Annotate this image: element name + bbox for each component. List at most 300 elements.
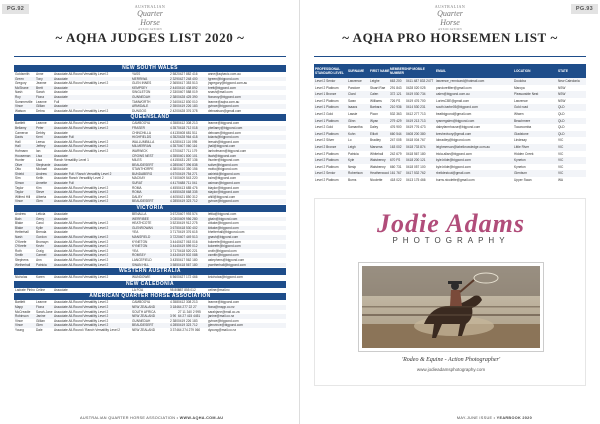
table-row bbox=[314, 131, 586, 138]
judge-phone: 0412 308 213 bbox=[178, 300, 198, 305]
pro-level: Level 1 Bronze bbox=[315, 92, 337, 97]
pro-horsemen-table bbox=[314, 64, 586, 184]
judge-postcode: 4 358 bbox=[170, 121, 178, 126]
judge-town: TAMWORTH bbox=[132, 99, 151, 104]
judge-town: CROWS NEST bbox=[132, 153, 154, 158]
ad-website-link[interactable]: www.jodieadamsphotography.com bbox=[416, 367, 486, 372]
judge-surname: Ladrate Pinho bbox=[15, 287, 35, 292]
pro-state: NSW bbox=[558, 92, 566, 97]
pro-location: Lawrence bbox=[514, 98, 528, 103]
judge-level: Associate All-Round Versatility Level 2 bbox=[54, 121, 109, 126]
judge-email[interactable]: debcam@bigpond.com bbox=[208, 130, 241, 135]
table-row bbox=[14, 109, 286, 114]
judge-surname: Summerville bbox=[15, 99, 33, 104]
pro-location: Glenburn bbox=[514, 171, 528, 176]
judge-surname: Robinson bbox=[15, 314, 29, 319]
pro-first-name: Williams bbox=[370, 98, 382, 103]
pro-membership: 663 200 bbox=[390, 79, 402, 83]
table-row bbox=[14, 263, 286, 268]
judge-phone: 0428 425 390 bbox=[178, 94, 198, 99]
judge-email[interactable]: cblake@bigpond.com bbox=[208, 221, 239, 226]
pro-mobile: 0418 733 874 bbox=[406, 144, 426, 149]
header-first-name: FIRST NAME bbox=[370, 69, 390, 73]
judge-email[interactable]: pbellamy@bigpond.com bbox=[208, 125, 243, 130]
table-row bbox=[314, 118, 586, 125]
judge-level: Associate All-Round Versatility Level 2 bbox=[54, 318, 109, 323]
pro-mobile: 0418 200 121 bbox=[406, 158, 426, 163]
judge-email[interactable]: anne@aqhavic.com.au bbox=[208, 72, 241, 76]
pro-surname: Lawrence bbox=[348, 79, 362, 83]
judge-postcode: 3 184 bbox=[170, 304, 178, 309]
judge-level: Associate bbox=[54, 167, 68, 172]
photography-advertisement[interactable] bbox=[314, 198, 586, 386]
judge-town: SURAT bbox=[132, 181, 143, 186]
section-header: WESTERN AUSTRALIA bbox=[14, 268, 286, 275]
judge-surname: O'Keefe bbox=[15, 244, 27, 249]
judge-surname: Blake bbox=[15, 221, 23, 226]
judge-phone: 0428 376 378 bbox=[178, 108, 198, 113]
judge-postcode: 2 365 bbox=[170, 81, 178, 86]
judge-email[interactable]: debwatson@gmail.com bbox=[208, 108, 242, 113]
judge-first-name: Carmel bbox=[36, 253, 47, 258]
pro-level: Level 1 Platinum bbox=[315, 105, 339, 110]
judge-town: NEW ZEALAND bbox=[132, 327, 156, 332]
pro-email[interactable]: kreshedvory@gmail.com bbox=[436, 131, 472, 136]
pro-email[interactable]: rbelidestout@gmail.com bbox=[436, 171, 471, 176]
pro-surname: Robertson bbox=[348, 171, 363, 176]
pro-location: Hidden Creek bbox=[514, 151, 534, 156]
judge-phone: 0428 964 418 bbox=[178, 135, 198, 140]
judge-town: SOUTH AFRICA bbox=[132, 309, 156, 314]
judge-level: Associate bbox=[54, 90, 68, 95]
table-body bbox=[314, 78, 586, 184]
judge-group bbox=[14, 288, 286, 293]
judge-surname: Bartlett bbox=[15, 300, 26, 305]
table-row bbox=[314, 177, 586, 184]
pro-email[interactable]: daleyfarmhouse@bigpond.com bbox=[436, 125, 481, 130]
pro-state: WA bbox=[558, 177, 564, 182]
pro-first-name: Walsbenny bbox=[370, 164, 386, 169]
judge-phone: 0488 711 041 bbox=[178, 181, 198, 186]
pro-mobile: 0408 200 380 bbox=[406, 131, 426, 136]
section-header: AMERICAN QUARTER HORSE ASSOCIATION bbox=[14, 293, 286, 300]
pro-mobile: 0418 567 180 bbox=[406, 151, 426, 156]
section-header: VICTORIA bbox=[14, 205, 286, 212]
pro-state: VIC bbox=[558, 158, 564, 163]
pro-email[interactable]: kyle.bilde@bigpond.com bbox=[436, 164, 471, 169]
judge-first-name: Sarah-Jane bbox=[36, 309, 53, 314]
judge-phone: 0409 956 280 bbox=[178, 216, 198, 221]
judge-phone: 0410 350 156 bbox=[178, 167, 198, 172]
judge-email[interactable]: leesah@bigpond.com bbox=[208, 139, 239, 144]
pro-email[interactable]: lobradley@bigpond.com bbox=[436, 138, 471, 143]
judge-level: Associate bbox=[54, 162, 68, 167]
pro-first-name: Elliott bbox=[370, 131, 378, 136]
judge-phone: 64 27 415 4451 bbox=[178, 314, 201, 319]
judge-email[interactable]: asimon@bigpond.com bbox=[208, 181, 240, 186]
pro-surname: Lassie bbox=[348, 111, 358, 116]
judge-first-name: Sarah bbox=[36, 90, 45, 95]
judge-town: GUNNEDAH bbox=[132, 318, 151, 323]
judge-postcode: 2 380 bbox=[170, 94, 178, 99]
judge-group bbox=[14, 121, 286, 204]
judge-phone: 0417 562 180 bbox=[178, 257, 198, 262]
judge-phone: 0419 323 712 bbox=[178, 323, 198, 328]
pro-first-name: Whitehall bbox=[370, 151, 384, 156]
pro-level: Level 2 Platinum bbox=[315, 151, 339, 156]
pro-email[interactable]: leighmerson@labelknowledge.com.au bbox=[436, 144, 490, 149]
pro-surname: Samantha bbox=[348, 125, 363, 130]
pro-mobile: 0418 057 100 bbox=[406, 164, 426, 169]
judge-email[interactable]: gvince@bigpond.com bbox=[208, 318, 239, 323]
judge-level: Associate All-Round Versatility Level 2 bbox=[54, 253, 109, 258]
judge-phone: 0419 912 275 bbox=[178, 221, 198, 226]
pro-state: VIC bbox=[558, 138, 564, 143]
pro-email[interactable]: tricia.allan@bigpond.com bbox=[436, 151, 472, 156]
judge-surname: Taylor bbox=[15, 190, 24, 195]
judge-email[interactable]: bokeefe@bigpond.com bbox=[208, 239, 241, 244]
judge-first-name: Leanne bbox=[36, 99, 47, 104]
judge-email[interactable]: brett@bigpond.com bbox=[208, 85, 236, 90]
judge-phone: 0419 226 183 bbox=[178, 318, 198, 323]
judge-email[interactable]: gvince@bigpond.com bbox=[208, 199, 239, 204]
judge-level: Associate Full / Ranch Versatility Level 2 bbox=[54, 171, 112, 176]
pro-surname: Swan bbox=[348, 98, 356, 103]
pro-location: Little River bbox=[514, 144, 530, 149]
judge-level: Associate All-Round Versatility Level 2 bbox=[54, 257, 109, 262]
judge-phone: 0419 323 712 bbox=[178, 199, 198, 204]
judge-surname: Hofmann bbox=[15, 148, 28, 153]
judge-town: MERRIWA bbox=[132, 76, 148, 81]
table-row bbox=[14, 275, 286, 280]
judge-town: DUNGOG bbox=[132, 108, 147, 113]
judge-phone: 0419 754 271 bbox=[178, 171, 198, 176]
pro-membership: 726 FS bbox=[390, 98, 401, 103]
table-row bbox=[314, 111, 586, 118]
judge-phone: 64 277 22 27 bbox=[178, 304, 197, 309]
judge-postcode: 3 717 bbox=[170, 230, 178, 235]
judge-first-name: Karen bbox=[36, 275, 45, 280]
judge-postcode: 2 420 bbox=[170, 108, 178, 113]
pro-email[interactable]: lawrence_rennicard@hotmail.com bbox=[436, 79, 485, 83]
footer-issue: YEARBOOK 2020 bbox=[496, 416, 532, 420]
pro-email[interactable]: kyle.bilde@bigpond.com bbox=[436, 158, 471, 163]
judge-phone: 0407 060 116 bbox=[178, 144, 198, 149]
judge-email[interactable]: janine@mail.co.nz bbox=[208, 314, 235, 319]
pro-state: NSW bbox=[558, 98, 566, 103]
judge-surname: Nash bbox=[15, 235, 23, 239]
judge-postcode: 4 405 bbox=[170, 194, 178, 199]
judge-level: Associate Ranch Versatility Level 2 bbox=[54, 176, 104, 181]
judge-surname: Otto bbox=[15, 167, 22, 172]
pro-email[interactable]: beatbigpond@gmail.com bbox=[436, 111, 472, 116]
judge-email[interactable]: fiona@mapp.co.nz bbox=[208, 304, 235, 309]
judge-level: Associate All-Round Versatility Level 2 bbox=[54, 304, 109, 309]
judge-first-name: Gillian bbox=[36, 104, 45, 109]
pro-level: Level 2 Senior bbox=[315, 171, 336, 176]
pro-membership: 210 936 bbox=[390, 105, 402, 110]
judge-email[interactable]: lettia@bigpond.com bbox=[208, 212, 237, 217]
footer-url[interactable]: WWW.AQHA.COM.AU bbox=[179, 416, 224, 420]
judge-surname: Stephens bbox=[15, 257, 29, 262]
judge-phone: 0418 530 402 bbox=[178, 225, 198, 230]
judge-email[interactable]: sarahjane@mail.co.za bbox=[208, 309, 240, 314]
pro-level: Level 2 Gold bbox=[315, 125, 333, 130]
judge-email[interactable]: ktaylor@bigpond.com bbox=[208, 185, 239, 190]
judge-postcode: 2 330 bbox=[170, 90, 178, 95]
judge-surname: McShane bbox=[15, 85, 29, 90]
judge-town: HIGHFIELDS bbox=[132, 135, 152, 140]
judge-email[interactable]: kblake@bigpond.com bbox=[208, 225, 239, 230]
judge-surname: Houseman bbox=[15, 153, 31, 158]
pro-state: QLD bbox=[558, 111, 565, 116]
pro-surname: Kuhn bbox=[348, 131, 356, 136]
judge-first-name: Leanne bbox=[36, 300, 47, 305]
judge-postcode: 3 434 bbox=[170, 253, 178, 258]
judge-level: Associate Full bbox=[54, 135, 74, 140]
judge-surname: Young bbox=[15, 327, 24, 332]
judge-email[interactable]: gvince@bigpond.com bbox=[208, 104, 239, 109]
logo-line-top: AUSTRALIAN bbox=[134, 4, 166, 9]
judge-first-name: Ann bbox=[36, 257, 42, 262]
judge-town: KYNETON bbox=[132, 239, 148, 244]
table-row bbox=[314, 157, 586, 164]
judge-postcode: 3 585 bbox=[170, 262, 178, 267]
pro-horsemen-page bbox=[300, 0, 600, 424]
judge-email[interactable]: snash@mail.com bbox=[208, 90, 233, 95]
judge-town: MILMERRAN bbox=[132, 144, 152, 149]
aqha-logo bbox=[130, 2, 170, 31]
pro-first-name: Daley bbox=[370, 125, 379, 130]
judge-first-name: Jeffrey bbox=[36, 144, 46, 149]
pro-email[interactable]: calen@bigpond.com.au bbox=[436, 92, 470, 97]
judge-postcode: 6 560 bbox=[170, 275, 178, 280]
pro-membership: 418 022 bbox=[390, 177, 402, 182]
judge-phone: 0418 567 180 bbox=[178, 262, 198, 267]
judge-email[interactable]: bhetterhall@bigpond.com bbox=[208, 230, 245, 235]
judge-level: Associate All-Round Versatility Level 2 bbox=[54, 199, 109, 204]
table-row bbox=[314, 78, 586, 85]
judge-postcode: 3 717 bbox=[170, 248, 178, 253]
judge-level: Associate bbox=[54, 212, 68, 217]
judge-first-name: Brett bbox=[36, 85, 43, 90]
rodeo-photo-image bbox=[362, 266, 540, 348]
judge-email[interactable]: knicholas@bigpond.com bbox=[208, 275, 243, 280]
pro-mobile: 0414 530 231 bbox=[406, 105, 426, 110]
judge-phone: 0409 543 220 bbox=[178, 176, 198, 181]
page-footer bbox=[80, 416, 223, 420]
judge-level: Associate All-Round Versatility Level 2 bbox=[54, 185, 109, 190]
judge-first-name: Glen bbox=[36, 199, 43, 204]
table-row bbox=[14, 199, 286, 204]
judge-phone: 0401 800 101 bbox=[178, 153, 198, 158]
judge-email[interactable]: astephens@bigpond.com bbox=[208, 257, 245, 262]
pro-mobile: 0413 175 466 bbox=[406, 177, 426, 182]
header-surname: SURNAME bbox=[348, 69, 365, 73]
pro-mobile: 0419 030 734 bbox=[406, 92, 426, 97]
pro-surname: Pandore bbox=[348, 85, 361, 90]
judge-town: WARWICK bbox=[132, 148, 148, 153]
judge-email[interactable]: jngregory@bigpond.com.au bbox=[208, 81, 248, 86]
pro-level: Level 2 Platinum bbox=[315, 85, 339, 90]
judge-email[interactable]: staylor@bigpond.com bbox=[208, 190, 239, 195]
table-row bbox=[314, 151, 586, 158]
judge-level: Ranch Versatility Level 1 bbox=[54, 158, 89, 163]
judge-email[interactable]: kokeefe@bigpond.com bbox=[208, 244, 241, 249]
pro-email[interactable]: pandorefilter@gmail.com bbox=[436, 85, 472, 90]
judge-first-name: Patricia bbox=[36, 262, 47, 267]
judge-email[interactable]: pwetherhall@bigpond.com bbox=[208, 262, 246, 267]
judge-phone: 0407 449 513 bbox=[178, 235, 198, 239]
judge-email[interactable]: fionaroy@bigpond.com bbox=[208, 94, 241, 99]
pro-surname: Clard bbox=[348, 92, 356, 97]
pro-email[interactable]: burns.nicolette@gmail.com bbox=[436, 177, 475, 182]
pro-location: Wiwen bbox=[514, 111, 524, 116]
judge-email[interactable]: ahill@bigpond.com bbox=[208, 194, 236, 199]
judge-email[interactable]: croth@bigpond.com bbox=[208, 248, 237, 253]
judge-surname: Wilfred Hill bbox=[15, 194, 31, 199]
judge-surname: Watson bbox=[15, 108, 26, 113]
judge-postcode: 4 285 bbox=[170, 323, 178, 328]
pro-location: Upper Swan bbox=[514, 177, 532, 182]
section-header: QUEENSLAND bbox=[14, 114, 286, 121]
judge-phone: 0417 353 513 bbox=[178, 81, 198, 86]
pro-state: NSW bbox=[558, 85, 566, 90]
pro-mobile: 0419 476 700 bbox=[406, 98, 426, 103]
pro-location: Beachmere bbox=[514, 118, 531, 123]
judge-email[interactable]: gnash@bigpond.com bbox=[208, 235, 239, 239]
pro-first-name: Calen bbox=[370, 92, 379, 97]
judge-town: YASS bbox=[132, 72, 141, 76]
judge-email[interactable]: ksim@bigpond.com bbox=[208, 176, 237, 181]
judge-phone: 0427 172 466 bbox=[178, 275, 198, 280]
judge-level: Associate All-Round Versatility Level 2 bbox=[54, 221, 109, 226]
judge-email[interactable]: leanne@aqha.com.au bbox=[208, 99, 240, 104]
pro-state: QLD bbox=[558, 125, 565, 130]
pro-state: QLD bbox=[558, 118, 565, 123]
judge-town: BEAUDESERT bbox=[132, 323, 154, 328]
judge-level: Associate All-Round Versatility Level 2 bbox=[54, 72, 109, 76]
pro-email[interactable]: LoriesCBE@gmail.com bbox=[436, 98, 469, 103]
judge-surname: Andrew bbox=[15, 212, 26, 217]
logo-line-mid: Quarter Horse bbox=[437, 9, 463, 27]
judge-postcode: 2 380 bbox=[170, 318, 178, 323]
judge-email[interactable]: kdavis@bigpond.com bbox=[208, 135, 239, 140]
judge-email[interactable]: glenvince@bigpond.com bbox=[208, 323, 243, 328]
judge-postcode: 4 285 bbox=[170, 199, 178, 204]
judge-email[interactable]: dyoung@mail.co.nz bbox=[208, 327, 237, 332]
pro-level: Level 2 Platinum bbox=[315, 158, 339, 163]
pro-membership: 242 679 bbox=[390, 151, 402, 156]
judge-town: KYNETON bbox=[132, 244, 148, 249]
judge-email[interactable]: lisah@bigpond.com bbox=[208, 153, 237, 158]
judge-level: Associate bbox=[54, 94, 68, 99]
judge-phone: 0408 681 511 bbox=[178, 130, 198, 135]
judge-email[interactable]: ashield@bigpond.com bbox=[208, 171, 240, 176]
judge-email[interactable]: motto@bigpond.com bbox=[208, 167, 238, 172]
judge-first-name: Leesa bbox=[36, 139, 45, 144]
header-location: LOCATION bbox=[514, 69, 531, 73]
judge-postcode: 2 582 bbox=[170, 72, 178, 76]
judge-email[interactable]: celine@mail.nc bbox=[208, 287, 230, 292]
judge-first-name: Lisa bbox=[36, 153, 42, 158]
judge-level: Associate All-Round Versatility Level 2 bbox=[54, 225, 109, 230]
judge-email[interactable]: ianhofmann@bigpond.com bbox=[208, 148, 247, 153]
judge-first-name: Glen bbox=[36, 323, 43, 328]
judge-postcode: 4 455 bbox=[170, 185, 178, 190]
judge-town: NEW ZEALAND bbox=[132, 314, 156, 319]
judge-town: MILES bbox=[132, 158, 142, 163]
pro-mobile: 0428 020 025 bbox=[406, 85, 426, 90]
pro-mobile: 0418 004 767 bbox=[406, 138, 426, 143]
judge-group bbox=[14, 300, 286, 332]
judge-surname: McCreadie bbox=[15, 309, 31, 314]
judge-phone: 0419 226 183 bbox=[178, 104, 198, 109]
judge-level: Associate All-Round Versatility Level 2 bbox=[54, 323, 109, 328]
judge-level: Associate All-Round Versatility Level 2 bbox=[54, 190, 109, 195]
pro-mobile: 0419 776 473 bbox=[406, 125, 426, 130]
judge-email[interactable]: tgreen@bigpond.com bbox=[208, 76, 239, 81]
judge-email[interactable]: leanne@bigpond.com bbox=[208, 121, 240, 126]
judge-surname: Olive bbox=[15, 162, 23, 167]
pro-state: New Caledonia bbox=[558, 79, 580, 83]
judge-surname: Sim bbox=[15, 176, 21, 181]
judge-email[interactable]: lhunter@bigpond.com bbox=[208, 158, 240, 163]
logo-line-top: AUSTRALIAN bbox=[434, 4, 466, 9]
judge-level: Associate bbox=[54, 216, 68, 221]
judge-town: ROMA bbox=[132, 190, 142, 195]
pro-location: Toowoomba bbox=[514, 125, 532, 130]
judge-surname: Davis bbox=[15, 135, 23, 140]
judge-level: Associate bbox=[54, 230, 68, 235]
judge-email[interactable]: csmith@bigpond.com bbox=[208, 253, 239, 258]
judge-email[interactable]: gbain@bigpond.com bbox=[208, 216, 238, 221]
judge-postcode: 98 800 bbox=[170, 287, 180, 292]
ad-brand-name: Jodie Adams bbox=[377, 209, 525, 238]
judge-level: Associate bbox=[54, 130, 68, 135]
judge-postcode: 4 352 bbox=[170, 135, 178, 140]
judge-surname: Nash bbox=[15, 90, 23, 95]
pro-surname: Burns bbox=[348, 177, 357, 182]
judge-surname: Roy bbox=[15, 94, 21, 99]
judge-phone: 0418 520 221 bbox=[178, 248, 198, 253]
judge-first-name: Leticia bbox=[36, 212, 46, 217]
pro-location: Lindesay bbox=[514, 138, 527, 143]
judge-first-name: Kevin bbox=[36, 244, 44, 249]
judge-group bbox=[14, 212, 286, 267]
judge-email[interactable]: solive@bigpond.com bbox=[208, 162, 238, 167]
judge-town: WERRIBEE bbox=[132, 216, 150, 221]
pro-email[interactable]: ryanergalen@bigpond.com bbox=[436, 118, 475, 123]
judge-first-name: Kerri bbox=[36, 135, 43, 140]
judge-town: YEA bbox=[132, 248, 139, 253]
judge-first-name: Gillian bbox=[36, 318, 45, 323]
judge-email[interactable]: jhall@bigpond.com bbox=[208, 144, 236, 149]
pro-email[interactable]: south.barbe05@bigpond.com bbox=[436, 105, 478, 110]
table-row bbox=[314, 164, 586, 171]
pro-mobile: 0412 277 713 bbox=[406, 111, 426, 116]
table-row bbox=[314, 104, 586, 111]
pro-first-name: Bradley bbox=[370, 138, 381, 143]
pro-first-name: Nicolette bbox=[370, 177, 383, 182]
pro-level: Level 2 Gold bbox=[315, 111, 333, 116]
judge-town: KEMPSEY bbox=[132, 85, 148, 90]
judge-town: LA FOA bbox=[132, 287, 144, 292]
judge-email[interactable]: leanne@bigpond.com bbox=[208, 300, 240, 305]
judge-town: GUNNEDAH bbox=[132, 94, 151, 99]
judge-postcode: 3 374 bbox=[170, 327, 178, 332]
pro-surname: Glinn bbox=[348, 118, 356, 123]
